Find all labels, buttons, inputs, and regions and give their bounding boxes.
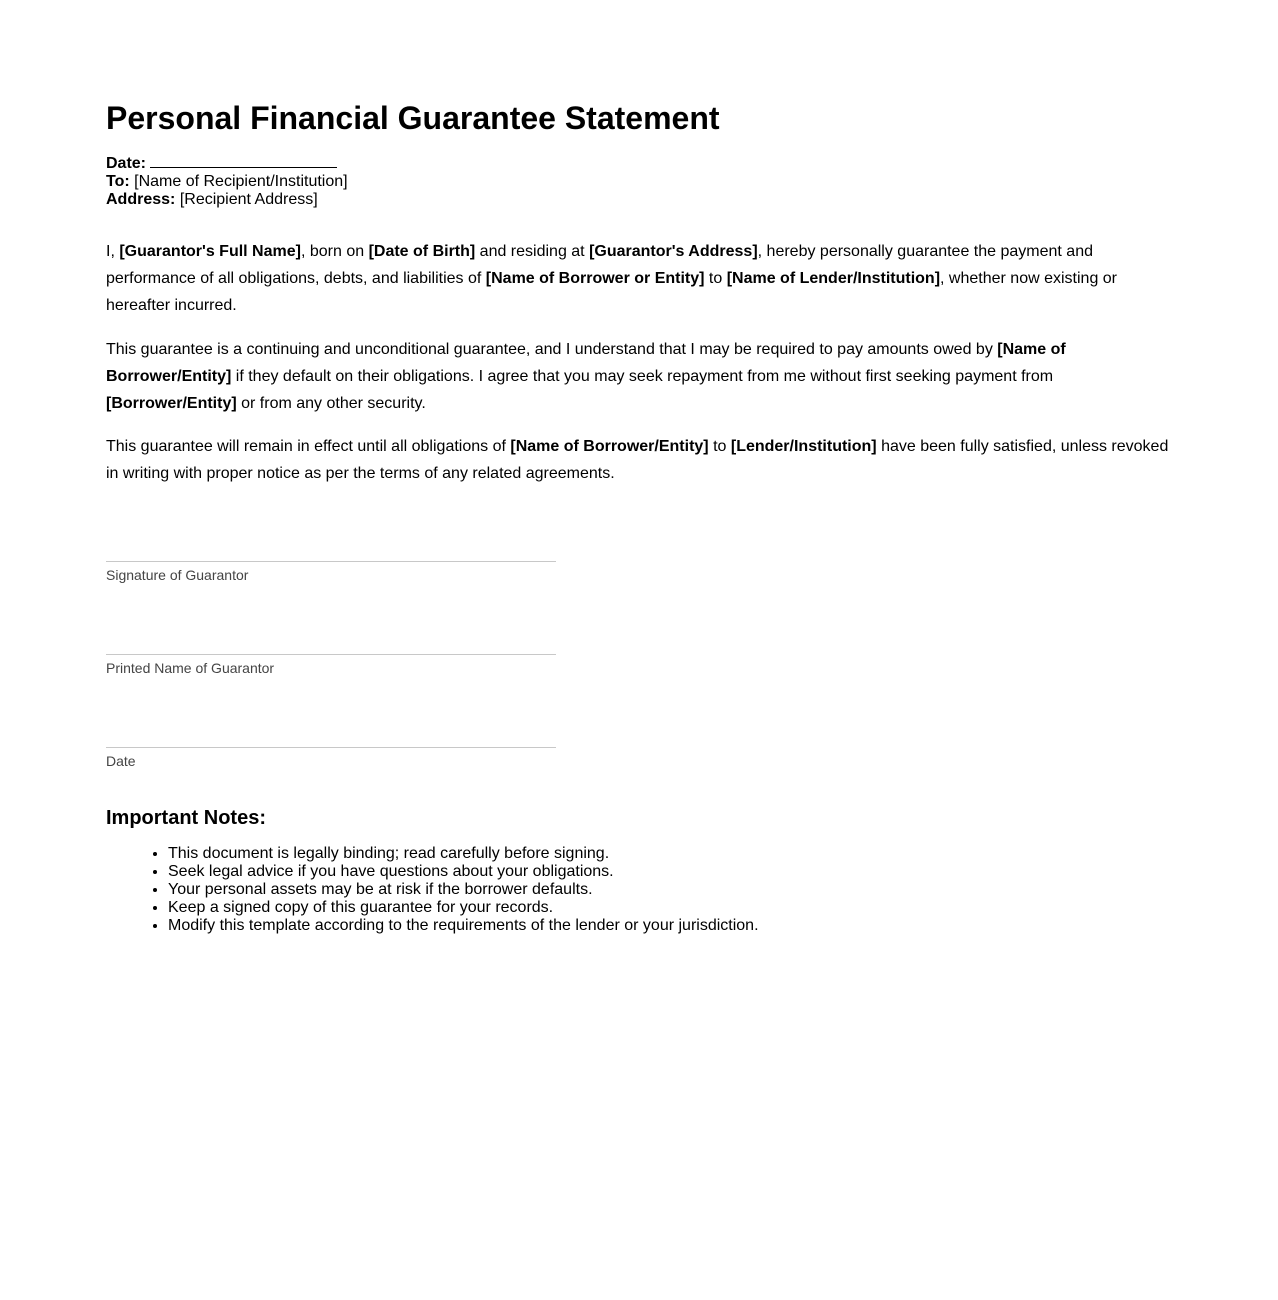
list-item: • Modify this template according to the requirements of the lender or your jurisdiction. — [168, 917, 759, 935]
printed-name-block — [106, 654, 556, 677]
list-item: • Keep a signed copy of this guarantee for your records. — [168, 899, 759, 917]
list-item: • Seek legal advice if you have questions about your obligations. — [168, 863, 759, 881]
borrower-entity-placeholder: [Name of Borrower/Entity] — [106, 341, 1066, 385]
address-label: Address: — [106, 191, 176, 208]
recipient-address: [Recipient Address] — [179, 191, 318, 208]
list-item: • Your personal assets may be at risk if the borrower defaults. — [168, 881, 759, 899]
signature-date-line[interactable] — [106, 747, 556, 748]
recipient-row — [106, 173, 348, 191]
printed-name-line[interactable] — [106, 654, 556, 655]
page-title: Personal Financial Guarantee Statement — [106, 100, 720, 136]
signature-date-block — [106, 747, 556, 770]
recipient-name: [Name of Recipient/Institution] — [134, 173, 348, 190]
guarantor-address-placeholder: [Guarantor's Address] — [589, 243, 758, 260]
p2-text-2: if they default on their obligations. I agree that you may seek repayment from me without first seeking payment from — [231, 368, 1054, 385]
printed-name-label: Printed Name of Guarantor — [106, 660, 275, 676]
guarantee-paragraph-2 — [106, 336, 1176, 417]
list-item: • This document is legally binding; read carefully before signing. — [168, 845, 759, 863]
borrower-name-placeholder: [Name of Borrower or Entity] — [485, 270, 705, 287]
p1-text-5: to — [704, 270, 727, 287]
lender-institution-placeholder: [Lender/Institution] — [730, 438, 877, 455]
date-blank-field[interactable] — [150, 152, 337, 168]
p1-text-4: , hereby personally guarantee the payment and performance of all obligations, debts, and liabilities of — [106, 243, 1093, 287]
p2-text-1: This guarantee is a continuing and unconditional guarantee, and I understand that I may be required to pay amounts owed by — [106, 341, 998, 358]
p1-text-6: , whether now existing or hereafter incurred. — [106, 270, 1118, 314]
signature-label: Signature of Guarantor — [106, 567, 249, 583]
guarantee-paragraph-3 — [106, 433, 1176, 487]
signature-line[interactable] — [106, 561, 556, 562]
notes-list — [106, 845, 759, 935]
lender-name-placeholder: [Name of Lender/Institution] — [726, 270, 941, 287]
guarantor-name-placeholder: [Guarantor's Full Name] — [119, 243, 301, 260]
p1-text-2: , born on — [300, 243, 369, 260]
document-meta — [106, 152, 348, 209]
signature-date-label: Date — [106, 753, 136, 769]
p1-text-3: and residing at — [475, 243, 590, 260]
address-row — [106, 191, 348, 209]
guarantee-paragraph-1 — [106, 238, 1176, 319]
p1-text-1: I, — [106, 243, 120, 260]
p3-text-3: have been fully satisfied, unless revoked in writing with proper notice as per the terms of any related agreements. — [106, 438, 1169, 482]
borrower-entity-short-placeholder: [Borrower/Entity] — [106, 395, 237, 412]
p3-text-2: to — [708, 438, 731, 455]
notes-heading: Important Notes: — [106, 807, 266, 829]
date-label: Date: — [106, 155, 147, 172]
signature-block — [106, 561, 556, 584]
p2-text-3: or from any other security. — [236, 395, 426, 412]
date-row — [106, 152, 348, 173]
borrower-entity-placeholder-2: [Name of Borrower/Entity] — [510, 438, 709, 455]
to-label: To: — [106, 173, 130, 190]
date-of-birth-placeholder: [Date of Birth] — [368, 243, 476, 260]
p3-text-1: This guarantee will remain in effect until all obligations of — [106, 438, 511, 455]
